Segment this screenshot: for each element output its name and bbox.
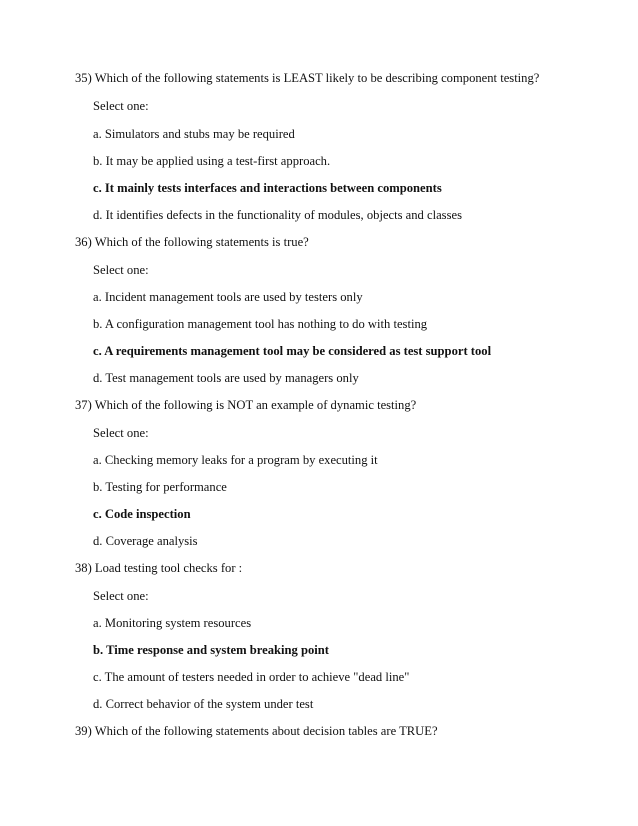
question-36-option-c-correct: c. A requirements management tool may be considered as test support tool bbox=[93, 344, 492, 358]
question-37-select-label: Select one: bbox=[93, 426, 149, 440]
question-37-option-c-correct: c. Code inspection bbox=[93, 507, 191, 521]
question-35-option-a: a. Simulators and stubs may be required bbox=[93, 127, 295, 141]
question-36-prompt: 36) Which of the following statements is true? bbox=[75, 235, 309, 249]
question-36-option-a: a. Incident management tools are used by testers only bbox=[93, 290, 363, 304]
question-37-option-a: a. Checking memory leaks for a program by executing it bbox=[93, 453, 378, 467]
question-35-prompt: 35) Which of the following statements is LEAST likely to be describing component testing? bbox=[75, 71, 540, 85]
question-35-option-d: d. It identifies defects in the functionality of modules, objects and classes bbox=[93, 208, 462, 222]
question-38-prompt: 38) Load testing tool checks for : bbox=[75, 561, 243, 575]
question-36-select-label: Select one: bbox=[93, 263, 149, 277]
question-38-select-label: Select one: bbox=[93, 589, 149, 603]
question-37-option-b: b. Testing for performance bbox=[93, 480, 227, 494]
question-35-option-b: b. It may be applied using a test-first approach. bbox=[93, 154, 331, 168]
question-37-prompt: 37) Which of the following is NOT an example of dynamic testing? bbox=[75, 398, 417, 412]
question-36-option-d: d. Test management tools are used by managers only bbox=[93, 371, 359, 385]
question-39-prompt: 39) Which of the following statements about decision tables are TRUE? bbox=[75, 724, 438, 738]
question-35-option-c-correct: c. It mainly tests interfaces and interactions between components bbox=[93, 181, 442, 195]
question-36-option-b: b. A configuration management tool has nothing to do with testing bbox=[93, 317, 428, 331]
question-38-option-c: c. The amount of testers needed in order to achieve "dead line" bbox=[93, 670, 410, 684]
question-35-select-label: Select one: bbox=[93, 99, 149, 113]
question-38-option-a: a. Monitoring system resources bbox=[93, 616, 252, 630]
question-37-option-d: d. Coverage analysis bbox=[93, 534, 198, 548]
question-38-option-b-correct: b. Time response and system breaking point bbox=[93, 643, 329, 657]
question-38-option-d: d. Correct behavior of the system under test bbox=[93, 697, 314, 711]
